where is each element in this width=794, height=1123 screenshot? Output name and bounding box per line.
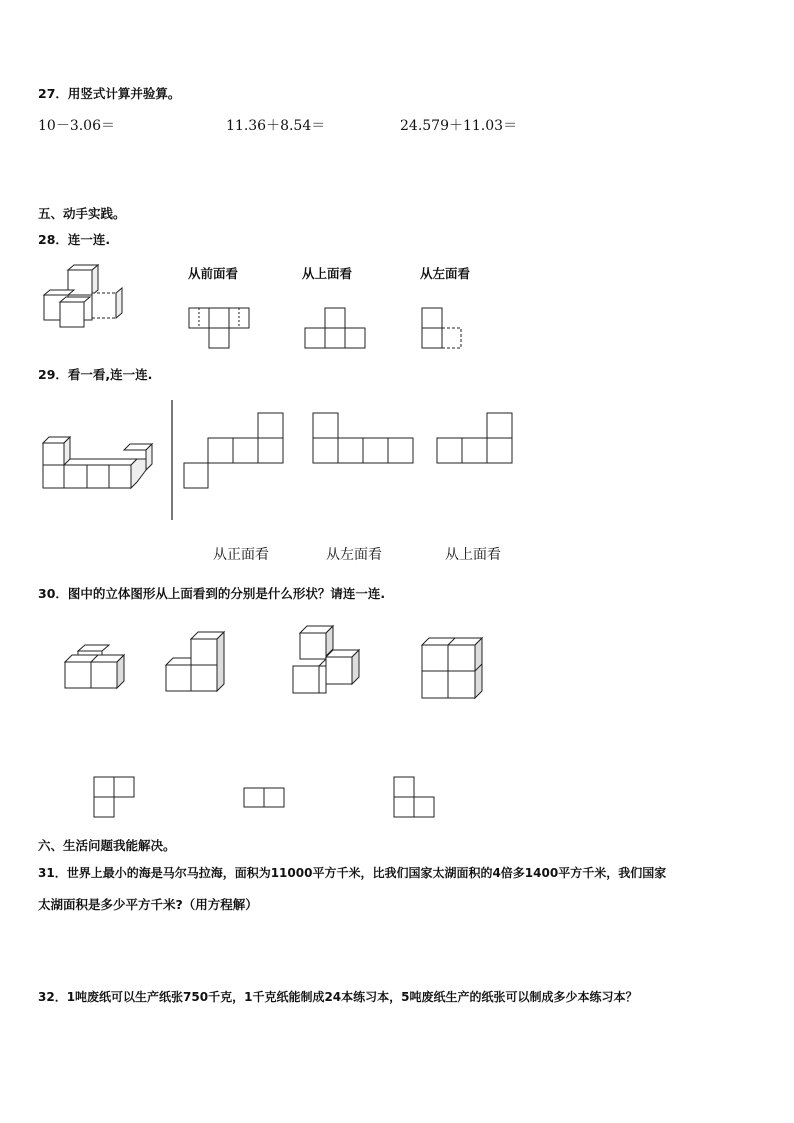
- q29-title: 29．看一看,连一连.: [38, 367, 153, 382]
- section-6-title: 六、生活问题我能解决。: [38, 838, 176, 853]
- q28-label-top: 从上面看: [302, 266, 353, 281]
- q29-shape-c: [436, 412, 516, 466]
- q29-shape-a: [183, 412, 285, 490]
- q31-line-2: 太湖面积是多少平方千米?（用方程解）: [38, 897, 258, 912]
- q30-solid-4: [421, 636, 485, 700]
- section-5-title: 五、动手实践。: [38, 206, 126, 221]
- q28-label-left: 从左面看: [420, 266, 471, 281]
- q28-left-view: [421, 307, 465, 349]
- q27-expression-3: 24.579＋11.03＝: [400, 118, 518, 134]
- q30-view-option-2: [243, 787, 287, 809]
- q31-line-1: 31．世界上最小的海是马尔马拉海，面积为11000平方千米，比我们国家太湖面积的4倍多1400平方千米，我们国家: [38, 866, 667, 880]
- q27-expression-2: 11.36＋8.54＝: [226, 118, 326, 134]
- q32-text: 32．1吨废纸可以生产纸张750千克，1千克纸能制成24本练习本，5吨废纸生产的纸张可以制成多少本练习本？: [38, 990, 638, 1004]
- q28-top-view: [304, 307, 368, 349]
- q29-divider: [170, 400, 174, 522]
- q30-title: 30．图中的立体图形从上面看到的分别是什么形状？请连一连.: [38, 586, 386, 601]
- q30-solid-2: [165, 630, 227, 692]
- q29-label-top: 从上面看: [445, 547, 501, 563]
- q29-cube-figure: [40, 434, 156, 492]
- q29-label-left: 从左面看: [326, 547, 382, 563]
- q30-view-option-1: [93, 776, 137, 820]
- q28-title: 28．连一连.: [38, 232, 111, 247]
- q30-view-option-3: [393, 776, 437, 820]
- q27-expression-1: 10－3.06＝: [38, 118, 115, 134]
- q28-front-view: [188, 307, 252, 349]
- q28-cube-figure: [40, 262, 126, 330]
- q30-solid-3: [292, 625, 362, 695]
- q29-label-front: 从正面看: [213, 547, 269, 563]
- q30-solid-1: [64, 642, 128, 690]
- q27-title: 27．用竖式计算并验算。: [38, 86, 181, 101]
- q28-label-front: 从前面看: [188, 266, 239, 281]
- q29-shape-b: [312, 412, 416, 466]
